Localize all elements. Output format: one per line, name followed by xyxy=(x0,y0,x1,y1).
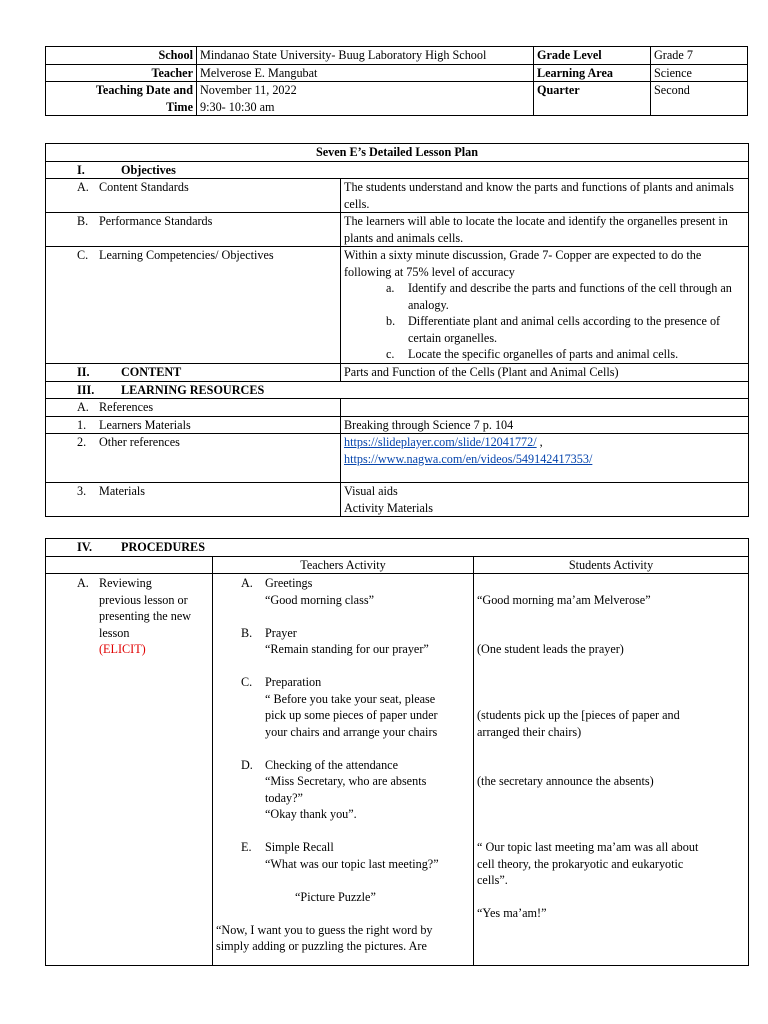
plan-title: Seven E’s Detailed Lesson Plan xyxy=(46,144,749,162)
learners-materials-key: 1. xyxy=(77,417,87,432)
step-a-title: Greetings xyxy=(265,576,313,590)
elicit-label-line3: presenting the new xyxy=(99,609,192,623)
instructions-line1: “Now, I want you to guess the right word by xyxy=(216,922,433,937)
competencies-intro: Within a sixty minute discussion, Grade 7- Copper are expected to do the following at 75% level of accuracy xyxy=(344,248,702,279)
student-prayer: (One student leads the prayer) xyxy=(477,642,624,656)
performance-standards-cell xyxy=(46,213,341,247)
references-value xyxy=(341,399,749,417)
student-attendance: (the secretary announce the absents) xyxy=(477,774,654,788)
step-d-line3: “Okay thank you”. xyxy=(265,807,357,821)
competency-item-c xyxy=(344,346,745,363)
school-value: Mindanao State University- Buug Laboratory High School xyxy=(197,47,534,65)
elicit-label-line1: Reviewing xyxy=(99,576,152,590)
student-recall-line2: cell theory, the prokaryotic and eukaryotic xyxy=(477,856,684,871)
date-value: November 11, 2022 xyxy=(200,83,297,97)
content-label: CONTENT xyxy=(121,365,182,379)
elicit-tag: (ELICIT) xyxy=(99,642,146,656)
competency-item-a xyxy=(344,280,745,313)
content-heading xyxy=(46,364,341,382)
teachers-activity-header: Teachers Activity xyxy=(213,556,474,574)
time-value: 9:30- 10:30 am xyxy=(200,99,275,114)
instructions-line2: simply adding or puzzling the pictures. Are xyxy=(216,939,427,953)
step-d-key: D. xyxy=(241,757,253,772)
quarter-label: Quarter xyxy=(534,82,651,116)
procedures-label: PROCEDURES xyxy=(121,540,205,554)
learners-materials-cell xyxy=(46,416,341,434)
step-e-line: “What was our topic last meeting?” xyxy=(265,856,439,871)
learning-area-value: Science xyxy=(651,64,748,82)
competencies-key: C. xyxy=(77,248,89,262)
student-yes: “Yes ma’am!” xyxy=(477,906,547,920)
objectives-label: Objectives xyxy=(121,162,176,177)
performance-standards-key: B. xyxy=(77,214,89,228)
content-value: Parts and Function of the Cells (Plant and Animal Cells) xyxy=(341,364,749,382)
materials-key: 3. xyxy=(77,484,87,498)
competency-item-a-key: a. xyxy=(386,281,395,295)
content-standards-cell xyxy=(46,179,341,213)
resources-num: III. xyxy=(77,382,95,397)
lesson-plan-table xyxy=(45,143,749,517)
grade-level-value: Grade 7 xyxy=(651,47,748,65)
school-label: School xyxy=(46,47,197,65)
step-d-title: Checking of the attendance xyxy=(265,757,398,772)
resources-label: LEARNING RESOURCES xyxy=(121,382,265,397)
content-standards-value: The students understand and know the parts and functions of plants and animals cells. xyxy=(341,179,749,213)
resources-heading xyxy=(46,381,749,399)
elicit-label xyxy=(49,575,209,658)
competencies-cell xyxy=(46,247,341,364)
step-d-line1: “Miss Secretary, who are absents xyxy=(265,774,427,788)
learners-materials-value: Breaking through Science 7 p. 104 xyxy=(341,416,749,434)
competencies-value xyxy=(341,247,749,364)
student-recall-line3: cells”. xyxy=(477,873,508,887)
step-d-line2: today?” xyxy=(265,790,303,805)
other-references-key: 2. xyxy=(77,435,87,449)
elicit-key: A. xyxy=(77,576,89,590)
competency-item-b-key: b. xyxy=(386,314,396,328)
materials-label: Materials xyxy=(99,484,146,498)
procedures-table xyxy=(45,538,749,966)
grade-level-label: Grade Level xyxy=(534,47,651,65)
performance-standards-label: Performance Standards xyxy=(99,214,213,228)
step-c-line2: pick up some pieces of paper under xyxy=(265,708,438,722)
materials-visual-aids: Visual aids xyxy=(344,484,398,498)
elicit-label-line2: previous lesson or xyxy=(99,592,188,607)
competency-item-b xyxy=(344,313,745,346)
references-label: References xyxy=(99,400,154,414)
learning-area-label: Learning Area xyxy=(534,64,651,82)
procedures-heading xyxy=(46,539,749,557)
teaching-date-label-line2: Time xyxy=(166,99,193,114)
content-standards-label: Content Standards xyxy=(99,180,189,194)
performance-standards-value: The learners will able to locate the locate and identify the organelles present in plants and animals cells. xyxy=(341,213,749,247)
other-references-value xyxy=(341,434,749,483)
competency-item-b-text: Differentiate plant and animal cells according to the presence of certain organelles. xyxy=(408,314,721,345)
link-separator: , xyxy=(536,435,543,449)
references-cell xyxy=(46,399,341,417)
competencies-label: Learning Competencies/ Objectives xyxy=(99,248,274,262)
other-references-label: Other references xyxy=(99,435,180,449)
student-preparation-line2: arranged their chairs) xyxy=(477,724,582,739)
step-b-title: Prayer xyxy=(265,625,297,640)
step-c-title: Preparation xyxy=(265,675,322,689)
slideplayer-link[interactable]: https://slideplayer.com/slide/12041772/ xyxy=(344,435,537,449)
student-recall-line1: “ Our topic last meeting ma’am was all about xyxy=(477,840,699,854)
step-b-line: “Remain standing for our prayer” xyxy=(265,642,429,656)
picture-puzzle-title: “Picture Puzzle” xyxy=(295,889,376,904)
objectives-heading xyxy=(46,161,749,179)
step-c-line3: your chairs and arrange your chairs xyxy=(265,724,438,739)
teaching-date-label xyxy=(46,82,197,116)
quarter-value: Second xyxy=(651,82,748,116)
content-standards-key: A. xyxy=(77,180,89,194)
step-a-line: “Good morning class” xyxy=(265,592,374,607)
step-e-title: Simple Recall xyxy=(265,840,334,854)
elicit-cell xyxy=(46,574,213,966)
students-activity-header: Students Activity xyxy=(474,556,749,574)
objectives-num: I. xyxy=(77,162,85,177)
teaching-date-label-line1: Teaching Date and xyxy=(95,83,193,97)
materials-cell xyxy=(46,483,341,517)
content-num: II. xyxy=(77,365,90,379)
step-e-key: E. xyxy=(241,840,252,854)
nagwa-link[interactable]: https://www.nagwa.com/en/videos/549142417353/ xyxy=(344,451,593,466)
teachers-activity-cell xyxy=(213,574,474,966)
step-a-key: A. xyxy=(241,576,253,590)
competency-item-c-key: c. xyxy=(386,347,395,361)
step-c-line1: “ Before you take your seat, please xyxy=(265,691,436,706)
procedures-empty-header xyxy=(46,556,213,574)
learners-materials-label: Learners Materials xyxy=(99,417,191,432)
student-preparation-line1: (students pick up the [pieces of paper and xyxy=(477,708,680,722)
step-b-key: B. xyxy=(241,625,253,640)
procedures-num: IV. xyxy=(77,540,93,554)
student-greeting: “Good morning ma’am Melverose” xyxy=(477,592,651,607)
teacher-value: Melverose E. Mangubat xyxy=(197,64,534,82)
competency-item-c-text: Locate the specific organelles of parts and animal cells. xyxy=(408,347,679,361)
teacher-label: Teacher xyxy=(46,64,197,82)
step-c-key: C. xyxy=(241,675,253,689)
materials-activity: Activity Materials xyxy=(344,500,434,515)
references-key: A. xyxy=(77,400,89,414)
elicit-label-line4: lesson xyxy=(99,625,130,640)
teaching-date-value xyxy=(197,82,534,116)
other-references-cell xyxy=(46,434,341,483)
school-info-table xyxy=(45,46,748,116)
competency-item-a-text: Identify and describe the parts and functions of the cell through an analogy. xyxy=(408,281,732,312)
materials-value xyxy=(341,483,749,517)
students-activity-cell xyxy=(474,574,749,966)
